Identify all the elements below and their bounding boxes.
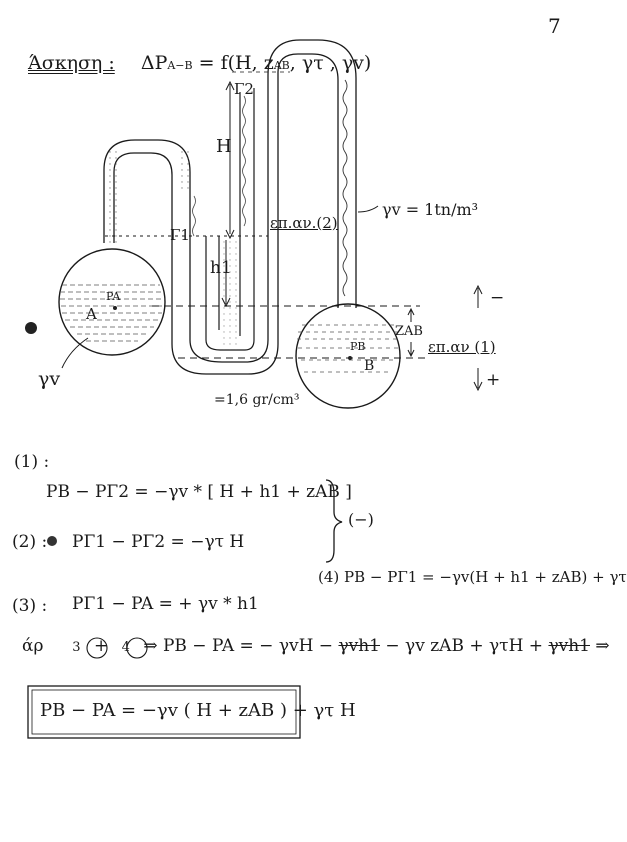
brace-sign: (−): [348, 510, 374, 529]
label-plane2: επ.αν.(2): [270, 214, 338, 232]
eq1: PB − PΓ2 = −γv * [ H + h1 + zAB ]: [46, 482, 352, 502]
sum-circle-3: 3: [72, 640, 81, 655]
eq3: PΓ1 − PA = + γv * h1: [72, 594, 259, 614]
label-plus: +: [486, 370, 501, 390]
label-pa: PA: [106, 290, 121, 303]
page-number: 7: [548, 14, 561, 38]
tank-b: [296, 304, 400, 408]
label-zab: ZAB: [395, 324, 423, 339]
label-H: H: [216, 136, 232, 157]
sum-end: ⇒: [589, 636, 610, 656]
label-pb: PB: [350, 340, 366, 353]
label-b: B: [364, 358, 375, 374]
sum-strike-2: γvh1: [548, 636, 590, 656]
sum-strike-1: γvh1: [338, 636, 380, 656]
label-minus: −: [490, 288, 505, 308]
heading-label: Άσκηση :: [28, 52, 115, 74]
eq3-label: (3) :: [12, 596, 48, 616]
result-equation: PB − PA = −γv ( H + zAB ) + γτ H: [40, 700, 356, 721]
label-gamma-v-value: γv = 1tn/m³: [382, 200, 479, 219]
eq1-label: (1) :: [14, 452, 50, 472]
label-r1: Γ1: [170, 226, 190, 244]
sum-plus: +: [93, 636, 109, 656]
heading-sub: A−B: [167, 59, 193, 72]
heading-end: , γτ , γv): [289, 52, 372, 74]
label-a: A: [86, 305, 97, 323]
eq4: (4) PB − PΓ1 = −γv(H + h1 + zAB) + γτ: [318, 568, 627, 586]
label-r2: Γ2: [234, 80, 254, 98]
label-density: =1,6 gr/cm³: [214, 392, 300, 408]
heading-formula: ΔP: [140, 52, 168, 74]
eq2: PΓ1 − PΓ2 = −γτ H: [72, 532, 245, 552]
eq2-label: (2) :: [12, 532, 48, 552]
label-gamma-v-tank: γv: [38, 368, 61, 390]
heading-rest: = f(H, z: [198, 52, 274, 74]
sum-mid: − γv zAB + γτH +: [380, 636, 549, 656]
sum-eq: ⇒ PB − PA = − γvH −: [143, 636, 339, 656]
sum-line: [22, 636, 610, 656]
label-plane1: επ.αν (1): [428, 338, 496, 356]
heading-sub2: AB: [273, 59, 290, 72]
sum-label: άρ: [22, 636, 44, 656]
sum-circle-4: 4: [121, 640, 130, 655]
label-h1: h1: [210, 258, 232, 278]
